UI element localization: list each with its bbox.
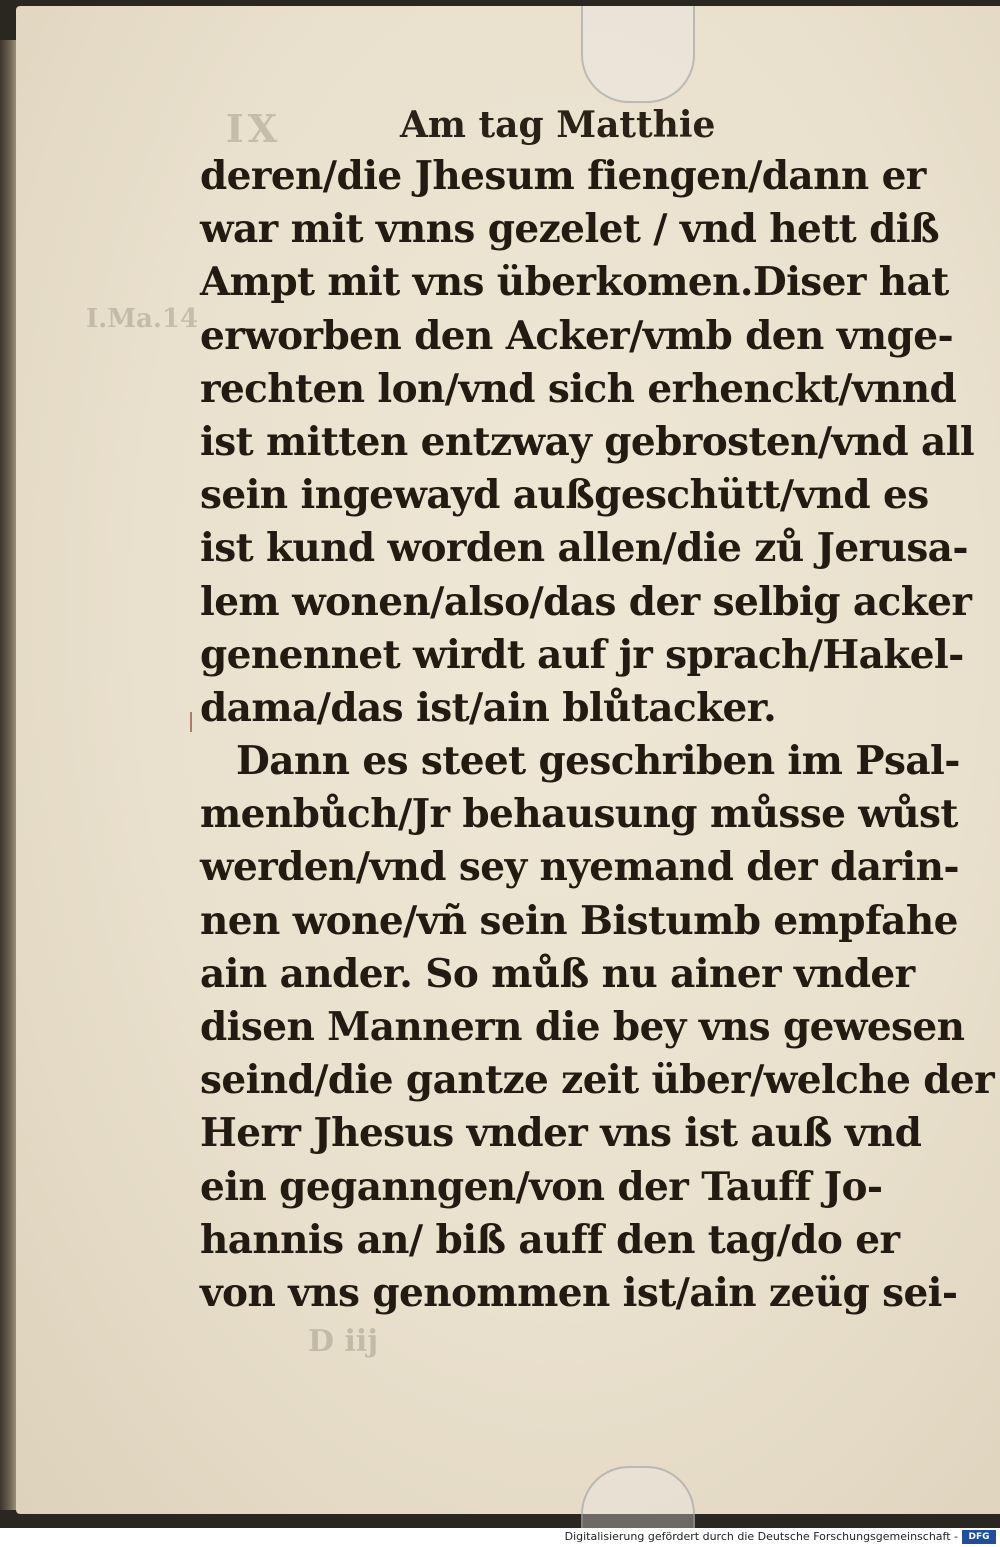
show-through-folio: IX bbox=[226, 106, 282, 151]
text-line: rechten lon/vnd sich erhenckt/vnnd bbox=[200, 365, 957, 412]
footer-credit: Digitalisierung gefördert durch die Deutsche Forschungsgemeinschaft - bbox=[564, 1530, 958, 1543]
footer-bar bbox=[0, 1528, 1000, 1547]
bottom-page-clip bbox=[581, 1466, 695, 1536]
text-line: sein ingewayd außgeschütt/vnd es bbox=[200, 472, 929, 519]
text-line: Herr Jhesus vnder vns ist auß vnd bbox=[200, 1110, 922, 1157]
text-line: lem wonen/also/das der selbig acker bbox=[200, 578, 972, 625]
text-line-paragraph-start: Dann es steet geschriben im Psal- bbox=[236, 738, 960, 785]
text-line: deren/die Jhesum fiengen/dann er bbox=[200, 153, 926, 199]
margin-mark bbox=[190, 712, 192, 732]
text-line: ist kund worden allen/die zů Jerusa- bbox=[200, 525, 968, 572]
text-line: disen Mannern die bey vns gewesen bbox=[200, 1004, 965, 1050]
text-line: ist mitten entzway gebrosten/vnd all bbox=[200, 418, 975, 465]
text-line: menbůch/Jr behausung můsse wůst bbox=[200, 791, 958, 838]
text-line: von vns genommen ist/ain zeüg sei- bbox=[200, 1269, 958, 1316]
text-line: Ampt mit vns überkomen.Diser hat bbox=[200, 259, 949, 306]
text-line: war mit vnns gezelet / vnd hett diß bbox=[200, 206, 939, 253]
top-page-clip bbox=[581, 6, 695, 103]
text-line: werden/vnd sey nyemand der darin- bbox=[200, 844, 959, 891]
text-line: erworben den Acker/vmb den vnge- bbox=[200, 312, 954, 359]
dfg-logo: DFG bbox=[962, 1530, 996, 1544]
text-block bbox=[200, 150, 995, 1320]
text-line: dama/das ist/ain blůtacker. bbox=[200, 684, 777, 731]
text-line: ein geganngen/von der Tauff Jo- bbox=[200, 1163, 883, 1210]
show-through-reference: I.Ma.14 bbox=[86, 304, 199, 334]
text-line: genennet wirdt auf jr sprach/Hakel- bbox=[200, 631, 964, 678]
running-header: Am tag Matthie bbox=[400, 104, 716, 146]
show-through-signature: D iij bbox=[308, 1324, 379, 1359]
text-line: seind/die gantze zeit über/welche der bbox=[200, 1057, 995, 1104]
text-line: hannis an/ biß auff den tag/do er bbox=[200, 1216, 900, 1263]
text-line: nen wone/vñ sein Bistumb empfahe bbox=[200, 897, 958, 944]
text-line: ain ander. So můß nu ainer vnder bbox=[200, 950, 915, 997]
